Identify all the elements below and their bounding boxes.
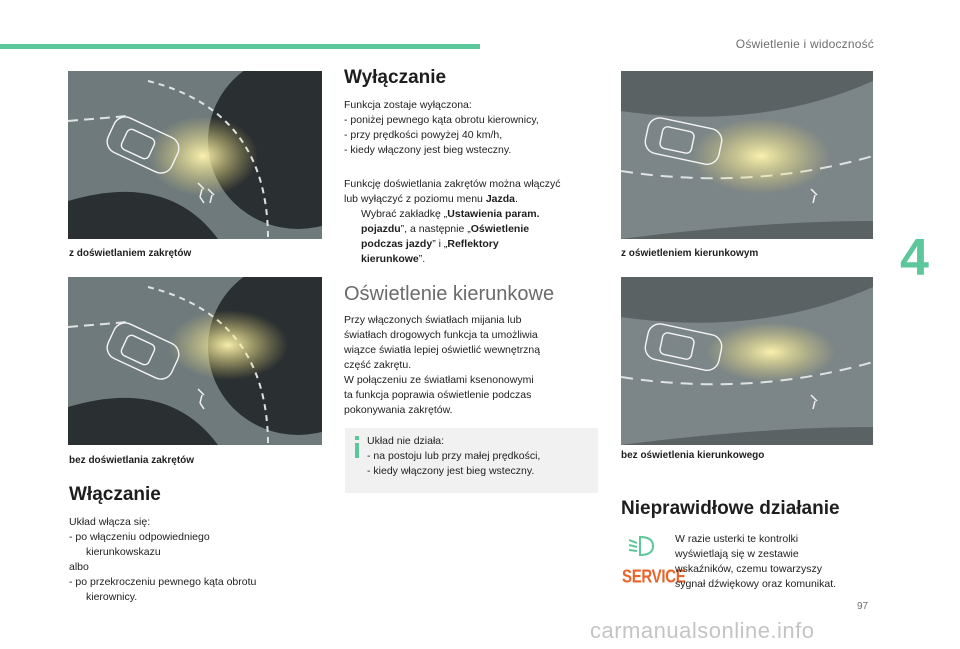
caption-directional-on: z oświetleniem kierunkowym [621, 248, 759, 259]
directional-line-5: W połączeniu ze światłami ksenonowymi [344, 374, 534, 386]
caption-cornering-off: bez doświetlania zakrętów [69, 455, 195, 466]
switching-on-item1-line1: - po włączeniu odpowiedniego [69, 531, 210, 543]
headlamp-warning-icon [626, 534, 658, 558]
menu-step-line3: podczas jazdy” i „Reflektory [361, 238, 499, 250]
directional-line-3: wiązce światła lepiej oświetlić wewnętrzną [344, 344, 541, 356]
malfunction-line-3: wskaźników, czemu towarzyszy [675, 563, 823, 575]
directional-line-2: światłach drogowych funkcja ta umożliwia [344, 329, 538, 341]
heading-directional: Oświetlenie kierunkowe [344, 283, 555, 305]
switching-on-intro: Układ włącza się: [69, 516, 151, 528]
switching-off-item-2: - przy prędkości powyżej 40 km/h, [344, 129, 503, 141]
page-number: 97 [857, 601, 869, 612]
caption-directional-off: bez oświetlenia kierunkowego [621, 450, 765, 461]
cornering-on-illustration [68, 71, 322, 239]
malfunction-line-2: wyświetlają się w zestawie [675, 548, 799, 560]
note-item-2: - kiedy włączony jest bieg wsteczny. [367, 465, 535, 477]
info-note [345, 428, 598, 493]
menu-text-line1: Funkcję doświetlania zakrętów można włączyć [344, 178, 561, 190]
switching-on-item1-line2: kierunkowskazu [86, 546, 161, 558]
heading-switching-off: Wyłączanie [344, 67, 447, 88]
switching-off-intro: Funkcja zostaje wyłączona: [344, 99, 472, 111]
info-note-text [367, 434, 540, 479]
switching-on-item2-line2: kierownicy. [86, 591, 138, 603]
caption-cornering-on: z doświetlaniem zakrętów [69, 248, 192, 259]
figure-directional-off [621, 277, 873, 445]
note-item-1: - na postoju lub przy małej prędkości, [367, 450, 541, 462]
directional-off-illustration [621, 277, 873, 445]
figure-cornering-on [68, 71, 322, 239]
switching-off-menu-text [344, 177, 604, 267]
section-title: Oświetlenie i widoczność [735, 37, 874, 51]
menu-step-line2: pojazdu”, a następnie „Oświetlenie [361, 223, 530, 235]
switching-off-item-1: - poniżej pewnego kąta obrotu kierownicy, [344, 114, 539, 126]
malfunction-line-1: W razie usterki te kontrolki [675, 533, 799, 545]
figure-cornering-off [68, 277, 322, 445]
menu-step-line4: kierunkowe”. [361, 253, 426, 265]
service-icon-label: SERVICE [622, 566, 686, 588]
header-accent-bar [0, 44, 480, 49]
switching-on-text [69, 515, 329, 605]
directional-line-6: ta funkcja poprawia oświetlenie podczas [344, 389, 532, 401]
figure-directional-on [621, 71, 873, 239]
switching-off-text [344, 98, 604, 158]
menu-step-line1: Wybrać zakładkę „Ustawienia param. [361, 208, 540, 220]
heading-malfunction: Nieprawidłowe działanie [621, 498, 840, 519]
watermark: carmanualsonline.info [590, 618, 815, 643]
info-icon [351, 436, 363, 458]
cornering-off-illustration [68, 277, 322, 445]
directional-text [344, 313, 604, 418]
switching-on-or: albo [69, 561, 89, 573]
switching-off-item-3: - kiedy włączony jest bieg wsteczny. [344, 144, 512, 156]
switching-on-item2-line1: - po przekroczeniu pewnego kąta obrotu [69, 576, 257, 588]
menu-name: Jazda [485, 193, 515, 205]
heading-switching-on: Włączanie [69, 484, 161, 505]
malfunction-text [675, 532, 875, 592]
directional-line-1: Przy włączonych światłach mijania lub [344, 314, 522, 326]
directional-on-illustration [621, 71, 873, 239]
directional-line-4: część zakrętu. [344, 359, 412, 371]
menu-text-line2: lub wyłączyć z poziomu menu Jazda. [344, 193, 518, 205]
chapter-number: 4 [900, 229, 929, 287]
note-intro: Układ nie działa: [367, 435, 445, 447]
directional-line-7: pokonywania zakrętów. [344, 404, 453, 416]
malfunction-line-4: sygnał dźwiękowy oraz komunikat. [675, 578, 837, 590]
